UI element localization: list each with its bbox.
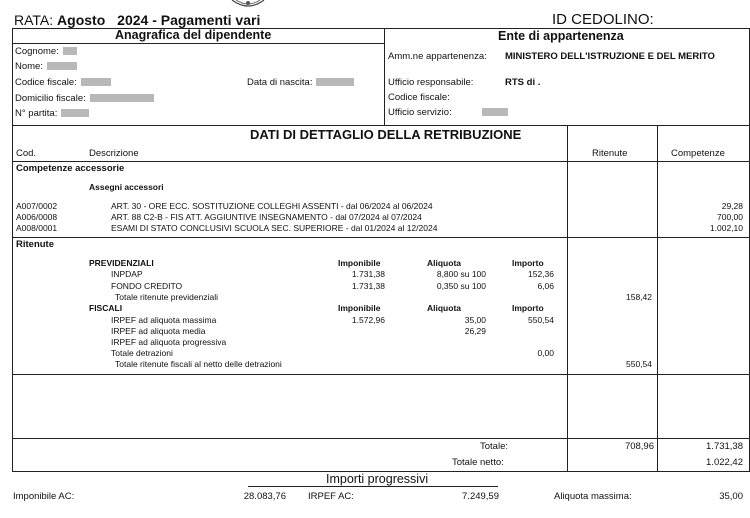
partita-label: N° partita: [15, 108, 89, 119]
emblem-icon [228, 0, 268, 10]
rule-anagrafica-title [12, 43, 384, 44]
fisc-totale-label: Totale ritenute fiscali al netto delle detrazioni [115, 359, 282, 369]
table-row-amount: 29,28 [721, 201, 743, 211]
rule-v-competenze [657, 125, 658, 471]
table-row-desc: ART. 30 - ORE ECC. SOSTITUZIONE COLLEGHI ASSENTI - dal 06/2024 al 06/2024 [111, 201, 433, 211]
irpef-max-importo: 550,54 [528, 315, 554, 325]
table-row-amount: 1.002,10 [709, 223, 743, 233]
ente-cf-label: Codice fiscale: [388, 92, 450, 103]
dettaglio-title: DATI DI DETTAGLIO DELLA RETRIBUZIONE [250, 127, 522, 142]
prev-row-imponibile: 1.731,38 [351, 269, 385, 279]
aliquota-massima-value: 35,00 [719, 491, 743, 502]
prev-row-importo: 152,36 [528, 269, 554, 279]
prev-row-aliquota: 0,350 su 100 [436, 281, 486, 291]
prev-row-label: FONDO CREDITO [111, 281, 183, 291]
rule-v-mid [384, 28, 385, 125]
totale-label: Totale: [480, 441, 508, 452]
prev-totale-label: Totale ritenute previdenziali [115, 292, 219, 302]
detrazioni-value: 0,00 [537, 348, 554, 358]
table-row-desc: ART. 88 C2-B - FIS ATT. AGGIUNTIVE INSEGNAMENTO - dal 07/2024 al 07/2024 [111, 212, 422, 222]
rule-progressivi-title [248, 486, 498, 487]
irpef-max-imponibile: 1.572,96 [351, 315, 385, 325]
assegni-section: Assegni accessori [89, 182, 164, 192]
prev-row-label: INPDAP [111, 269, 143, 279]
irpef-media-aliquota: 26,29 [464, 326, 486, 336]
prev-totale-value: 158,42 [626, 292, 652, 302]
rule-totals-top [12, 438, 750, 439]
anagrafica-title: Anagrafica del dipendente [115, 28, 272, 42]
irpef-ac-label: IRPEF AC: [308, 491, 354, 502]
rata-month: Agosto [57, 12, 106, 28]
fisc-h-imponibile: Imponibile [338, 303, 381, 313]
irpef-media-label: IRPEF ad aliquota media [111, 326, 206, 336]
irpef-prog-label: IRPEF ad aliquota progressiva [111, 337, 227, 347]
rule-v-left [12, 28, 13, 471]
rule-columns-bottom [12, 161, 750, 162]
col-competenze: Competenze [671, 148, 725, 159]
fisc-totale-value: 550,54 [626, 359, 652, 369]
rata-label: RATA: [14, 12, 54, 28]
data-nascita-label: Data di nascita: [247, 77, 354, 88]
ufficio-value: RTS di . [505, 77, 541, 88]
fiscali-title: FISCALI [89, 303, 123, 313]
table-row: A008/0001 [16, 223, 58, 233]
amm-label: Amm.ne appartenenza: [388, 51, 487, 62]
irpef-max-aliquota: 35,00 [464, 315, 486, 325]
col-descrizione: Descrizione [89, 148, 139, 159]
imponibile-ac-label: Imponibile AC: [13, 491, 75, 502]
aliquota-massima-label: Aliquota massima: [554, 491, 632, 502]
col-ritenute: Ritenute [592, 148, 628, 159]
imponibile-ac-value: 28.083,76 [243, 491, 286, 502]
domicilio-label: Domicilio fiscale: [15, 93, 154, 104]
irpef-max-label: IRPEF ad aliquota massima [111, 315, 217, 325]
fisc-h-aliquota: Aliquota [427, 303, 461, 313]
prev-h-importo: Importo [512, 258, 544, 268]
prev-row-imponibile: 1.731,38 [351, 281, 385, 291]
detrazioni-label: Totale detrazioni [111, 348, 173, 358]
competenze-section: Competenze accessorie [16, 163, 125, 174]
irpef-ac-value: 7.249,59 [462, 491, 499, 502]
table-row: A006/0008 [16, 212, 58, 222]
prev-h-aliquota: Aliquota [427, 258, 461, 268]
previdenziali-title: PREVIDENZIALI [89, 258, 154, 268]
totale-ritenute: 708,96 [624, 441, 654, 452]
fisc-h-importo: Importo [512, 303, 544, 313]
ritenute-section: Ritenute [16, 239, 54, 250]
rule-ritenute-bottom [12, 374, 750, 375]
table-row: A007/0002 [16, 201, 58, 211]
col-cod: Cod. [16, 148, 37, 159]
table-row-desc: ESAMI DI STATO CONCLUSIVI SCUOLA SEC. SUPERIORE - dal 01/2024 al 12/2024 [111, 223, 438, 233]
rule-competenze-bottom [12, 237, 750, 238]
netto-value: 1.022,42 [706, 457, 743, 468]
codice-fiscale-label: Codice fiscale: [15, 77, 111, 88]
rule-v-ritenute [567, 125, 568, 471]
cognome-label: Cognome: [15, 46, 77, 57]
rata-line [14, 12, 260, 28]
table-row-amount: 700,00 [717, 212, 743, 222]
prev-row-importo: 6,06 [537, 281, 554, 291]
nome-label: Nome: [15, 61, 77, 72]
rata-year-desc: 2024 - Pagamenti vari [117, 12, 261, 28]
netto-label: Totale netto: [452, 457, 504, 468]
prev-h-imponibile: Imponibile [338, 258, 381, 268]
ente-title: Ente di appartenenza [498, 29, 624, 43]
prev-row-aliquota: 8,800 su 100 [436, 269, 486, 279]
servizio-label: Ufficio servizio: [388, 107, 508, 118]
amm-value: MINISTERO DELL'ISTRUZIONE E DEL MERITO [505, 51, 715, 62]
totale-competenze: 1.731,38 [706, 441, 743, 452]
rule-header-bottom [12, 125, 750, 126]
ufficio-label: Ufficio responsabile: [388, 77, 474, 88]
id-cedolino-label: ID CEDOLINO: [552, 11, 654, 28]
progressivi-title: Importi progressivi [326, 472, 429, 486]
